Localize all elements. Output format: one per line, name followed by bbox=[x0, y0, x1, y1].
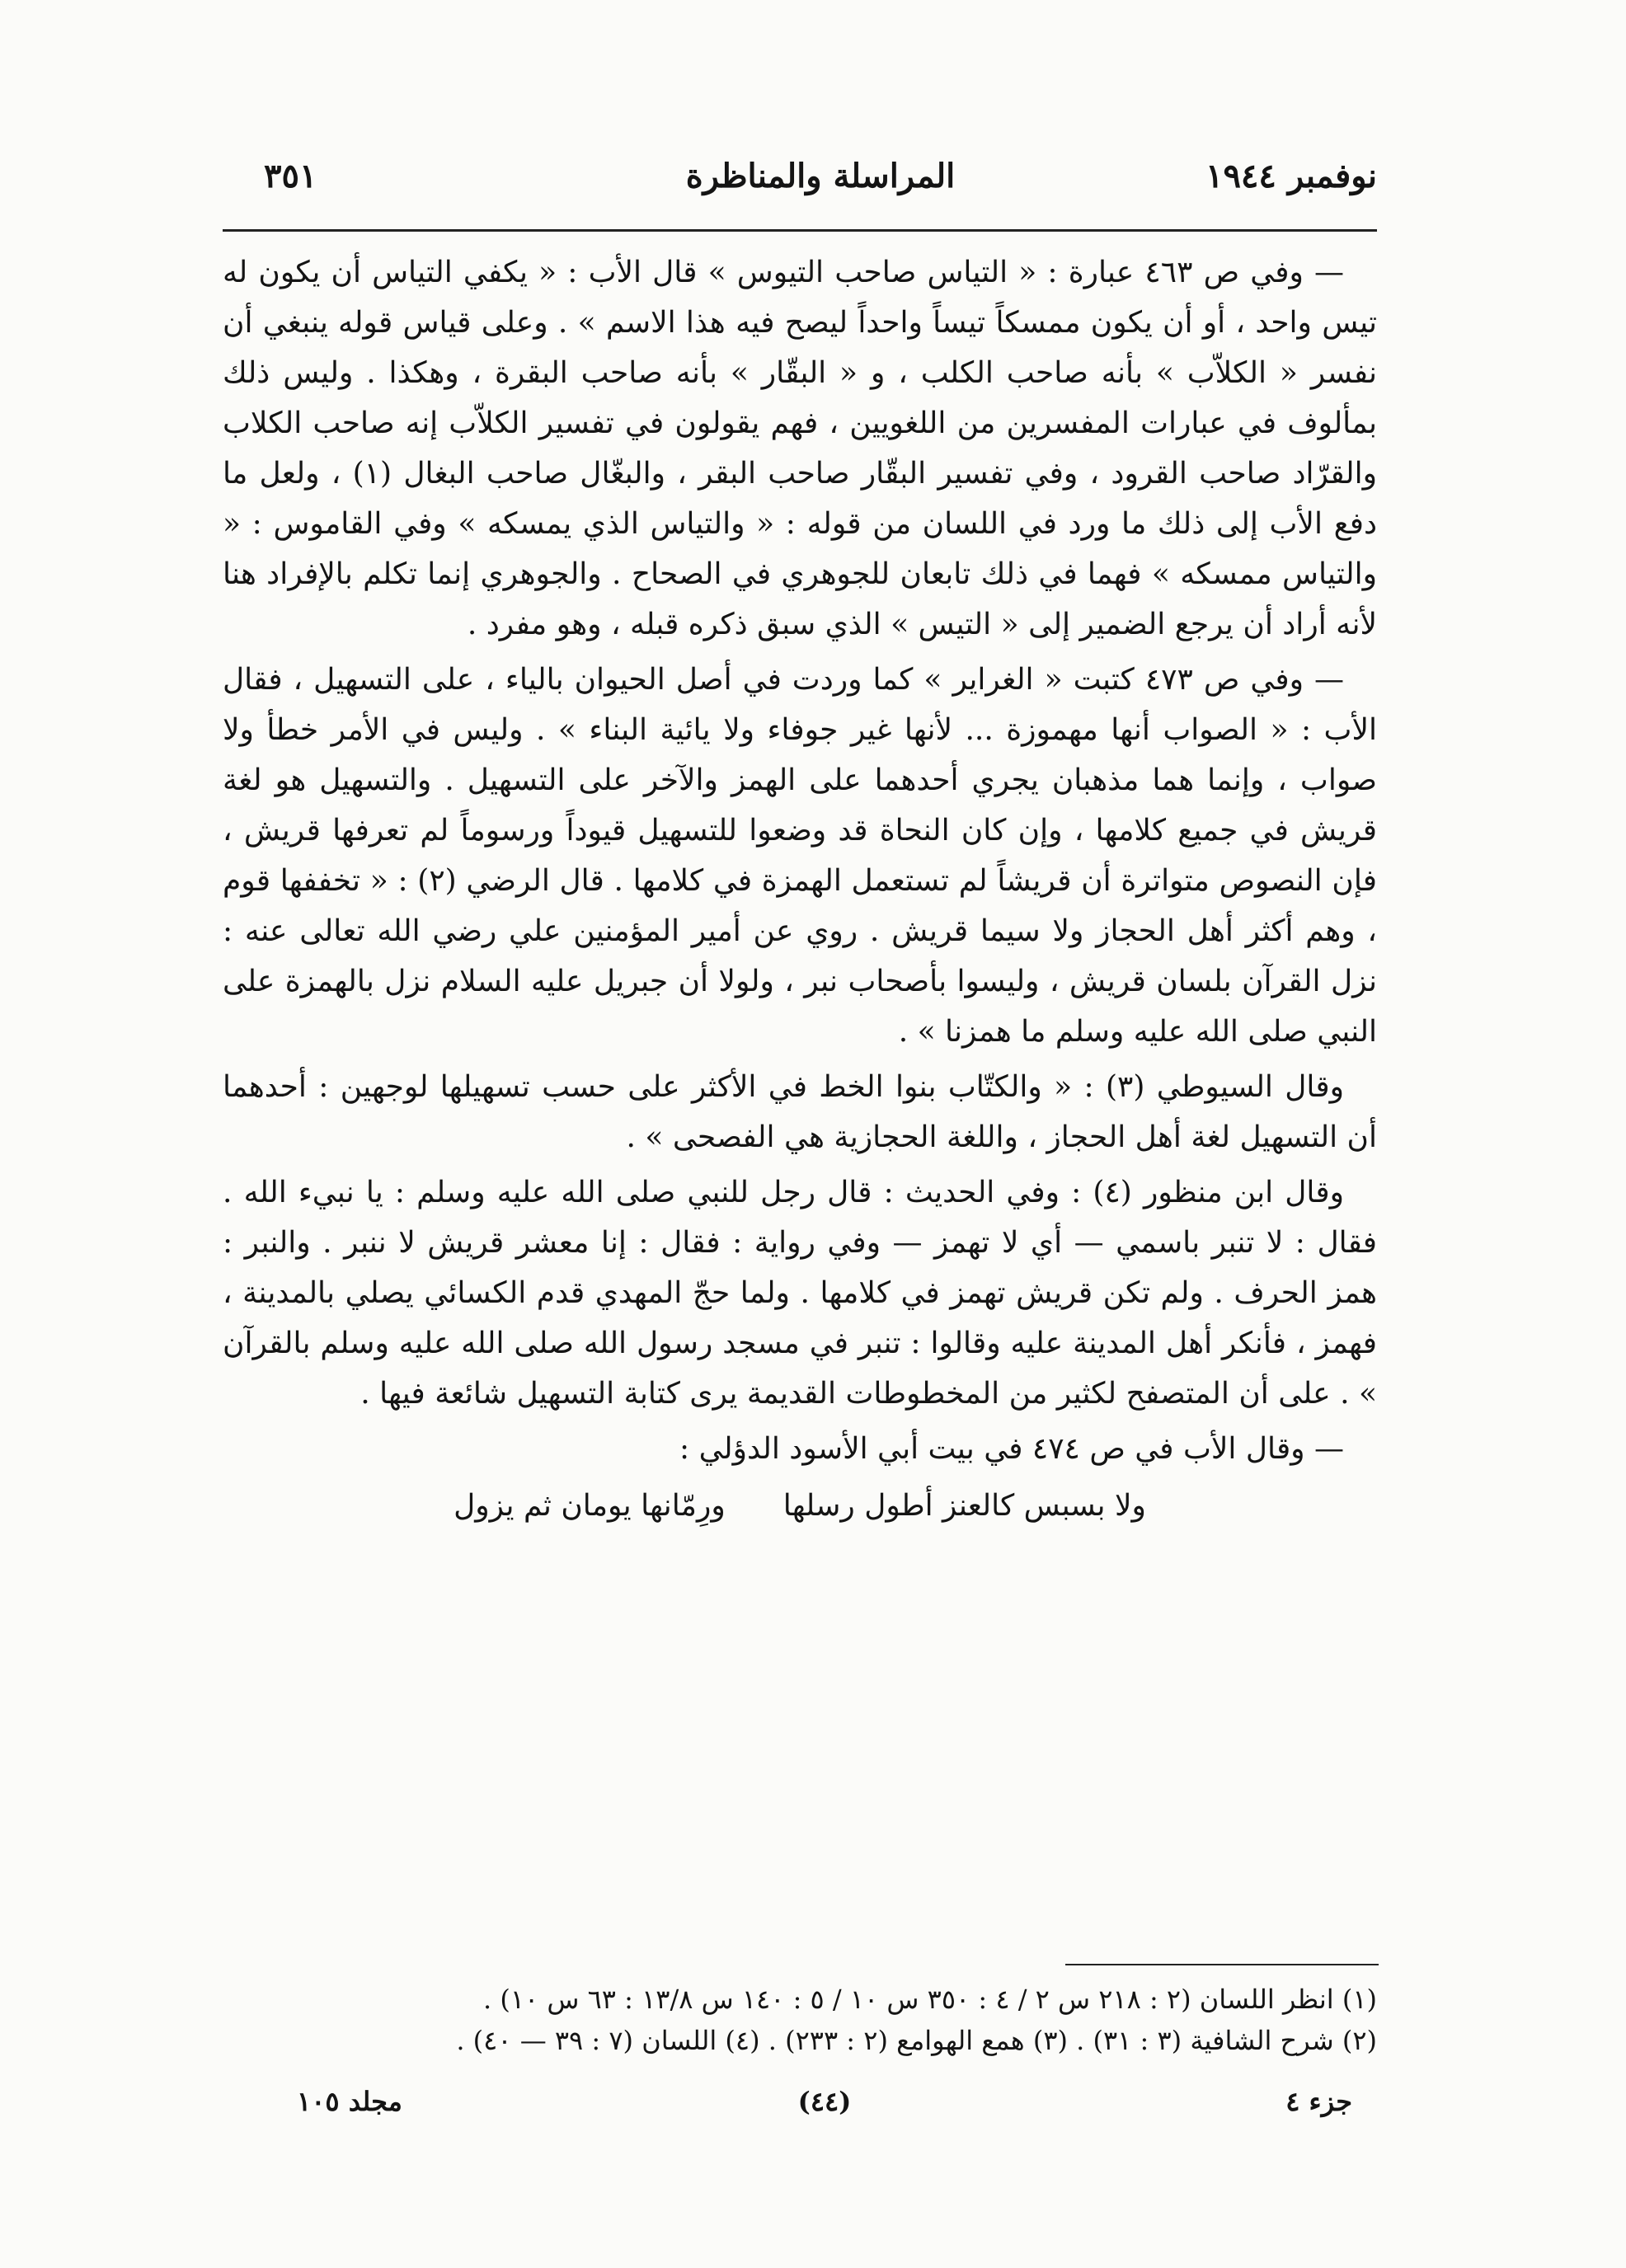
paragraph: — وفي ص ٤٦٣ عبارة : « التياس صاحب التيوس » قال الأب : « يكفي التياس أن يكون له تيس واحد ، أو أن يكون ممسكاً تيساً واحداً ليصح فيه هذا الاسم » . وعلى قياس قوله ينبغي أن نفسر « الكلاّب » بأنه صاحب الكلب ، و « البقّار » بأنه صاحب البقرة ، وهكذا . وليس ذلك بمألوف في عبارات المفسرين من اللغويين ، فهم يقولون في تفسير الكلاّب إنه صاحب الكلاب والقرّاد صاحب القرود ، وفي تفسير البقّار صاحب البقر ، والبغّال صاحب البغال (١) ، ولعل ما دفع الأب إلى ذلك ما ورد في اللسان من قوله : « والتياس الذي يمسكه » وفي القاموس : « والتياس ممسكه » فهما في ذلك تابعان للجوهري في الصحاح . والجوهري إنما تكلم بالإفراد هنا لأنه أراد أن يرجع الضمير إلى « التيس » الذي سبق ذكره قبله ، وهو مفرد . bbox=[223, 256, 1377, 641]
page-number: ٣٥١ bbox=[264, 157, 317, 195]
footnotes bbox=[223, 1979, 1377, 2061]
poem-hemistich-second: ورِمّانها يومان ثم يزول bbox=[453, 1489, 726, 1523]
paragraph: وقال السيوطي (٣) : « والكتّاب بنوا الخط في الأكثر على حسب تسهيلها لوجهين : أحدهما أن التسهيل لغة أهل الحجاز ، واللغة الحجازية هي الفصحى » . bbox=[223, 1070, 1377, 1154]
page-footer bbox=[297, 2086, 1352, 2135]
header-divider bbox=[223, 229, 1377, 232]
header-date: نوفمبر ١٩٤٤ bbox=[1205, 157, 1377, 195]
header-title: المراسلة والمناظرة bbox=[685, 157, 956, 195]
paragraph: — وفي ص ٤٧٣ كتبت « الغراير » كما وردت في أصل الحيوان بالياء ، على التسهيل ، فقال الأب : « الصواب أنها مهموزة ... لأنها غير جوفاء ولا يائية البناء » . وليس في الأمر خطأ ولا صواب ، وإنما هما مذهبان يجري أحدهما على الهمز والآخر على التسهيل . والتسهيل هو لغة قريش في جميع كلامها ، وإن كان النحاة قد وضعوا للتسهيل قيوداً ورسوماً لم تعرفها قريش ، فإن النصوص متواترة أن قريشاً لم تستعمل الهمزة في كلامها . قال الرضي (٢) : « تخففها قوم ، وهم أكثر أهل الحجاز ولا سيما قريش . روي عن أمير المؤمنين علي رضي الله تعالى عنه : نزل القرآن بلسان قريش ، وليسوا بأصحاب نبر ، ولولا أن جبريل عليه السلام نزل بالهمزة على النبي صلى الله عليه وسلم ما همزنا » . bbox=[223, 663, 1378, 1049]
running-header bbox=[264, 157, 1377, 214]
article-body bbox=[223, 247, 1377, 1533]
footer-sequence: (٤٤) bbox=[797, 2086, 852, 2117]
paragraph: وقال ابن منظور (٤) : وفي الحديث : قال رجل للنبي صلى الله عليه وسلم : يا نبيء الله . فقال : لا تنبر باسمي — أي لا تهمز — وفي رواية : فقال : إنا معشر قريش لا ننبر . والنبر : همز الحرف . ولم تكن قريش تهمز في كلامها . ولما حجّ المهدي قدم الكسائي يصلي بالمدينة ، فهمز ، فأنكر أهل المدينة عليه وقالوا : تنبر في مسجد رسول الله صلى الله عليه وسلم بالقرآن » . على أن المتصفح لكثير من المخطوطات القديمة يرى كتابة التسهيل شائعة فيها . bbox=[223, 1176, 1377, 1411]
footer-volume: مجلد ١٠٥ bbox=[297, 2086, 402, 2117]
footnote-divider bbox=[1065, 1964, 1379, 1965]
poem-hemistich-first: ولا بسبس كالعنز أطول رسلها bbox=[782, 1489, 1146, 1523]
footer-part: جزء ٤ bbox=[1285, 2086, 1352, 2117]
footnote-line: (١) انظر اللسان (٢ : ٢١٨ س ٢ / ٤ : ٣٥٠ س ١٠ / ٥ : ١٤٠ س ١٣/٨ : ٦٣ س ١٠) . bbox=[483, 1984, 1377, 2015]
footnote-line: (٢) شرح الشافية (٣ : ٣١) . (٣) همع الهوامع (٢ : ٢٣٣) . (٤) اللسان (٧ : ٣٩ — ٤٠) . bbox=[456, 2025, 1377, 2056]
paragraph: — وقال الأب في ص ٤٧٤ في بيت أبي الأسود الدؤلي : bbox=[679, 1432, 1344, 1466]
poem-verse bbox=[223, 1479, 1377, 1533]
